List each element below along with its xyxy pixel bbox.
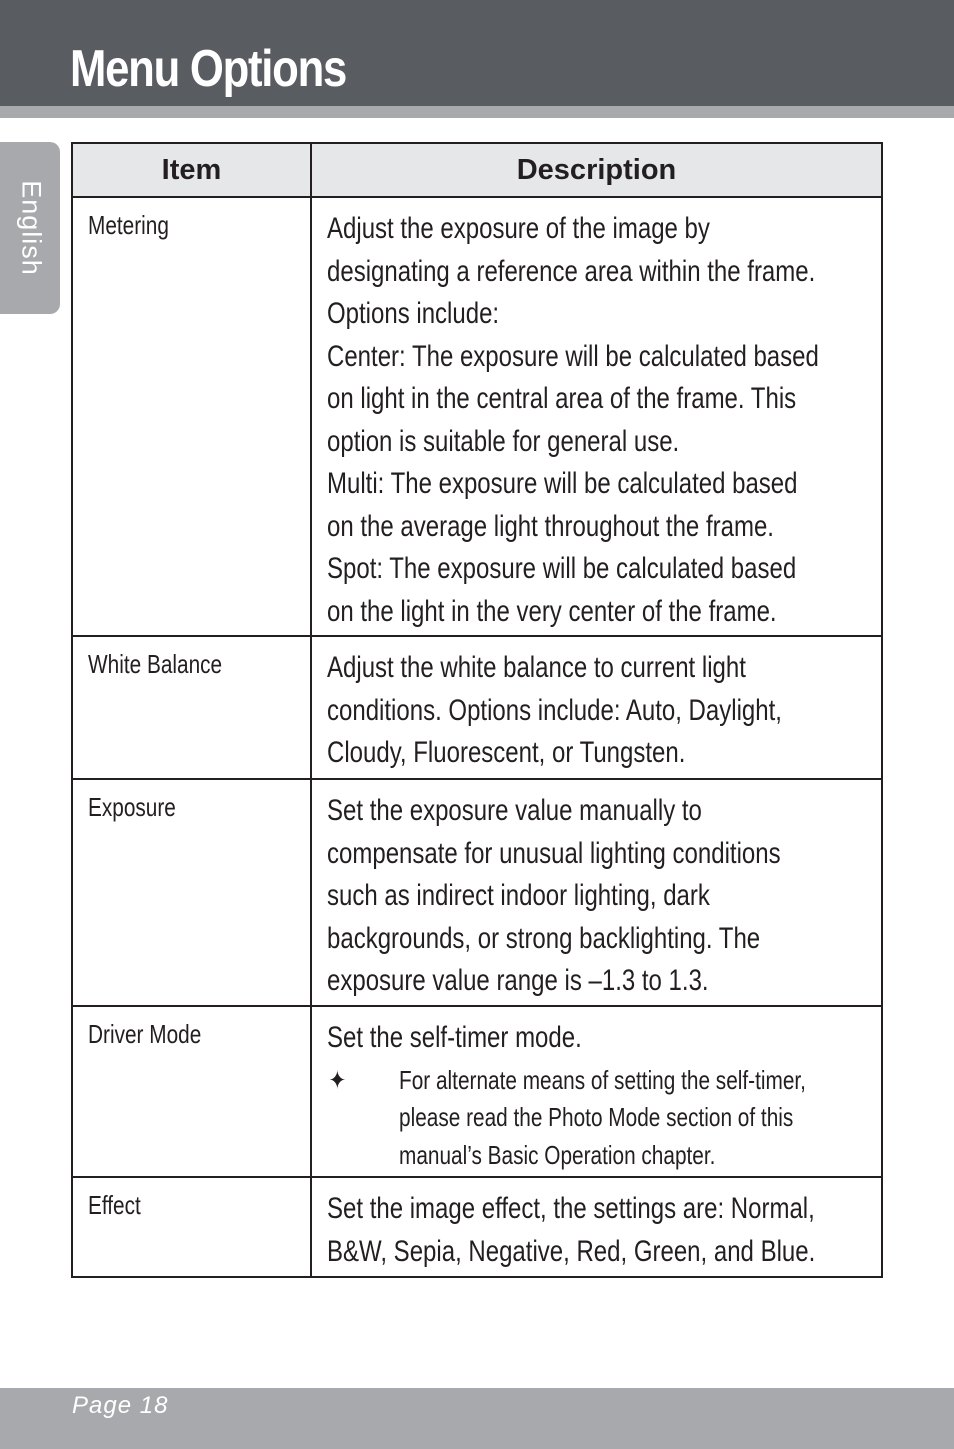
table-row [72,1006,882,1177]
table-row [72,779,882,1006]
page-title: Menu Options [70,40,347,98]
description-text [327,790,827,1003]
description-paragraph: Adjust the exposure of the image by designating a reference area within the frame. Options include: [327,212,816,330]
column-header-item: Item [72,143,311,197]
description-paragraph: Center: The exposure will be calculated based on light in the central area of the frame. This option is suitable for general use. [327,339,819,458]
description-paragraph: Set the self-timer mode. [327,1021,582,1054]
description-paragraph: Multi: The exposure will be calculated based on the average light throughout the frame. [327,467,798,543]
item-label-driver-mode: Driver Mode [88,1019,202,1049]
table-row [72,1177,882,1277]
menu-options-table [71,142,883,1278]
description-text [327,1017,827,1174]
description-text [327,647,827,775]
description-cell [311,636,882,779]
item-label-effect: Effect [88,1190,141,1220]
description-cell [311,1177,882,1277]
four-point-star-icon: ✦ [328,1064,347,1095]
note-text: For alternate means of setting the self-timer, please read the Photo Mode section of this manual’s Basic Operation chapter. [399,1064,806,1170]
table-row [72,197,882,636]
item-cell [72,636,311,779]
table-header-row [72,143,882,197]
description-cell [311,197,882,636]
description-paragraph: Adjust the white balance to current light conditions. Options include: Auto, Daylight, Cloudy, Fluorescent, or Tungsten. [327,651,782,769]
description-cell [311,1006,882,1177]
item-cell [72,1177,311,1277]
header-accent-strip [0,106,954,118]
description-paragraph: Set the exposure value manually to compensate for unusual lighting conditions such as indirect indoor lighting, dark backgrounds, or strong backlighting. The exposure value range is –1.3 to 1.3. [327,794,781,997]
description-cell [311,779,882,1006]
note [327,1062,827,1175]
item-cell [72,779,311,1006]
column-header-description: Description [311,143,882,197]
item-cell [72,197,311,636]
language-tab-label: English [16,180,47,276]
page-number: Page 18 [72,1392,169,1419]
description-text [327,1188,827,1273]
description-paragraph: Set the image effect, the settings are: Normal, B&W, Sepia, Negative, Red, Green, and Blue. [327,1192,816,1268]
table-row [72,636,882,779]
item-label-exposure: Exposure [88,792,176,822]
description-paragraph: Spot: The exposure will be calculated based on the light in the very center of the frame. [327,552,797,628]
item-label-metering: Metering [88,210,169,240]
item-label-white-balance: White Balance [88,649,223,679]
item-cell [72,1006,311,1177]
description-text [327,208,827,633]
